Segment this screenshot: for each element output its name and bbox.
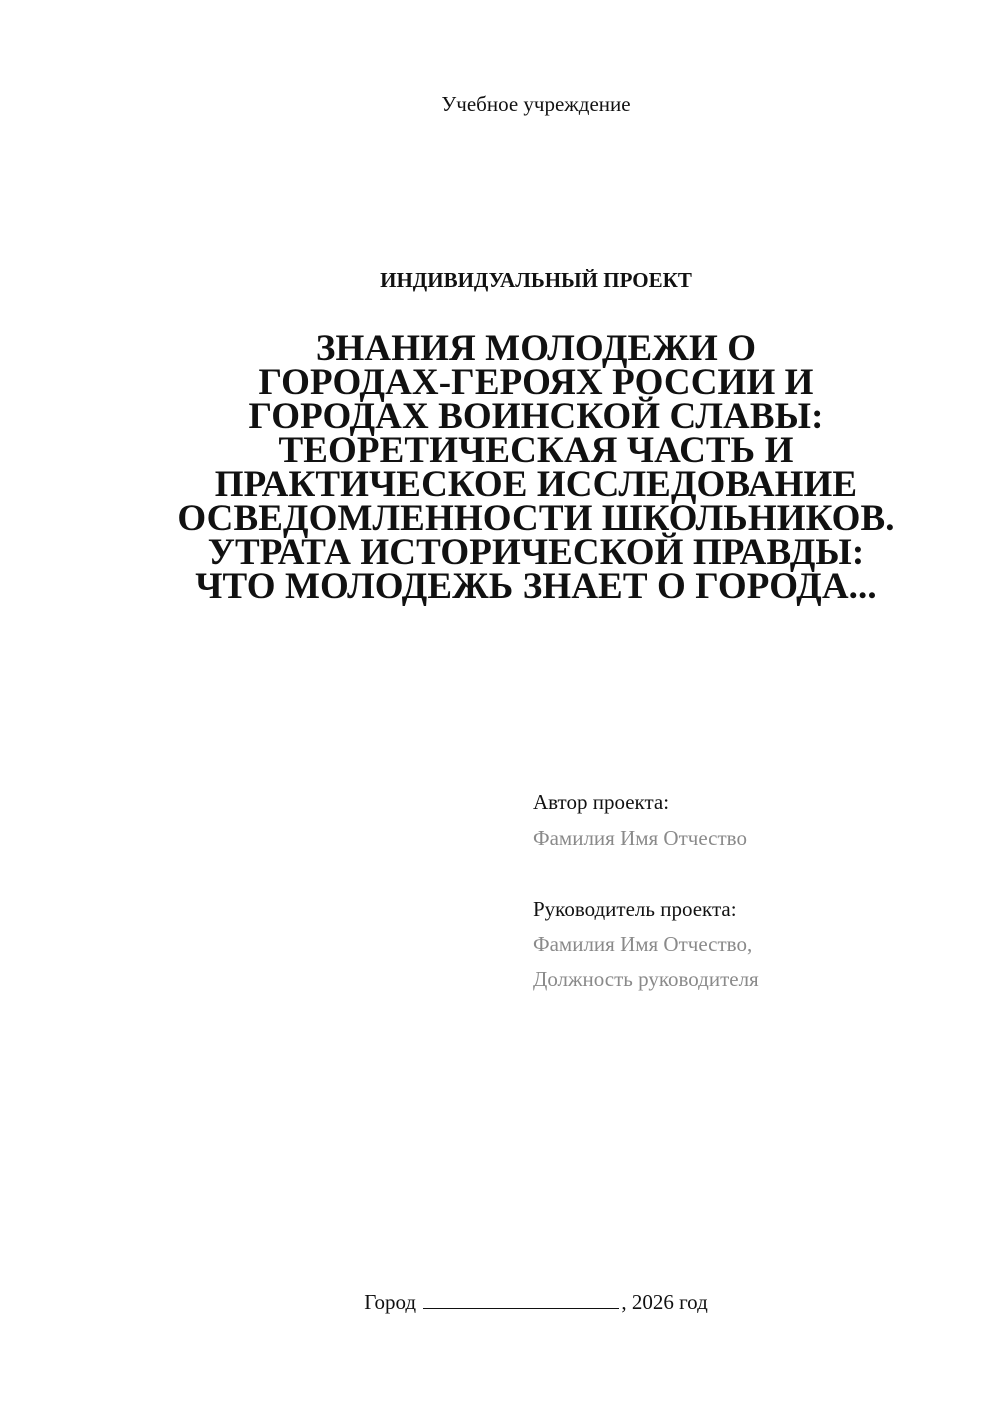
project-title-line: ПРАКТИЧЕСКОЕ ИССЛЕДОВАНИЕ: [214, 464, 858, 505]
city-label: Город: [364, 1290, 417, 1314]
project-title-line: ГОРОДАХ-ГЕРОЯХ РОССИИ И: [258, 362, 814, 403]
supervisor-position-placeholder: Должность руководителя: [533, 967, 759, 991]
year-text: , 2026 год: [621, 1290, 708, 1314]
supervisor-name-placeholder: Фамилия Имя Отчество,: [533, 932, 753, 956]
project-title-line: ЗНАНИЯ МОЛОДЕЖИ О: [315, 328, 757, 369]
project-title-line: ЧТО МОЛОДЕЖЬ ЗНАЕТ О ГОРОДА...: [195, 566, 877, 607]
author-label: Автор проекта:: [533, 790, 670, 814]
supervisor-label: Руководитель проекта:: [533, 897, 737, 921]
city-year-line: [0, 1290, 1000, 1315]
project-type-heading: ИНДИВИДУАЛЬНЫЙ ПРОЕКТ: [380, 268, 692, 292]
project-title: [150, 328, 922, 607]
author-name-placeholder: Фамилия Имя Отчество: [533, 826, 747, 850]
project-title-line: ОСВЕДОМЛЕННОСТИ ШКОЛЬНИКОВ.: [177, 498, 895, 539]
project-title-line: ГОРОДАХ ВОИНСКОЙ СЛАВЫ:: [248, 396, 824, 437]
project-title-line: ТЕОРЕТИЧЕСКАЯ ЧАСТЬ И: [278, 430, 794, 471]
institution-name: Учебное учреждение: [441, 92, 631, 116]
city-blank-line: [423, 1290, 619, 1309]
project-title-line: УТРАТА ИСТОРИЧЕСКОЙ ПРАВДЫ:: [207, 532, 865, 573]
